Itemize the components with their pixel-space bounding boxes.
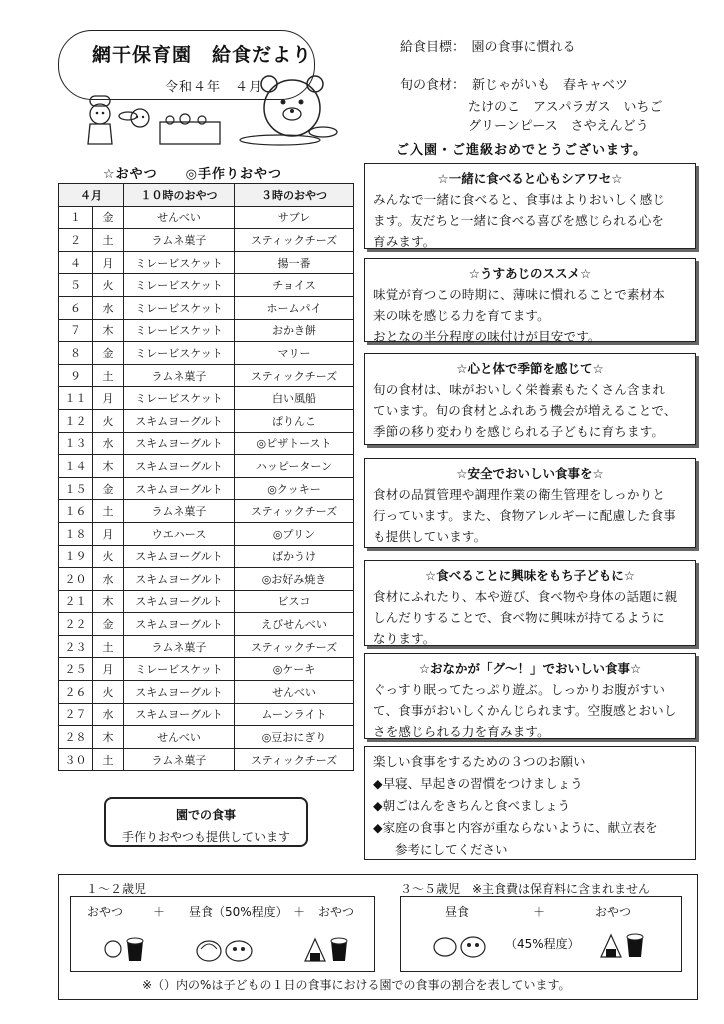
afternoon-snack-cell: ばかうけ xyxy=(235,545,354,568)
afternoon-snack-cell: スティックチーズ xyxy=(235,748,354,771)
afternoon-snack-cell: ホームパイ xyxy=(235,296,354,319)
seasonal-label: 旬の食材： xyxy=(400,78,466,93)
table-row xyxy=(59,296,354,319)
date-cell: ２１ xyxy=(59,590,93,613)
morning-snack-cell: スキムヨーグルト xyxy=(124,568,235,591)
table-row xyxy=(59,658,354,681)
date-cell: ２０ xyxy=(59,568,93,591)
congratulations-message: ご入園・ご進級おめでとうございます。 xyxy=(396,143,647,158)
plus-sign: ＋ xyxy=(533,905,546,919)
weekday-cell: 月 xyxy=(93,387,124,410)
weekday-cell: 月 xyxy=(93,251,124,274)
requests-title: 楽しい食事をするための３つのお願い xyxy=(373,754,586,769)
table-row xyxy=(59,206,354,229)
afternoon-snack-cell: チョイス xyxy=(235,274,354,297)
age-1-2-box xyxy=(70,896,375,972)
date-cell: １１ xyxy=(59,387,93,410)
morning-snack-cell: スキムヨーグルト xyxy=(124,545,235,568)
weekday-cell: 土 xyxy=(93,748,124,771)
date-cell: １３ xyxy=(59,432,93,455)
info-line: 育みます。 xyxy=(373,234,436,249)
plus-sign: ＋ xyxy=(153,905,166,919)
morning-snack-cell: ラムネ菓子 xyxy=(124,635,235,658)
weekday-cell: 水 xyxy=(93,703,124,726)
table-row xyxy=(59,635,354,658)
weekday-cell: 木 xyxy=(93,455,124,478)
date-cell: １ xyxy=(59,206,93,229)
request-item: ◆家庭の食事と内容が重ならないように、献立表を xyxy=(373,820,658,835)
morning-snack-cell: ラムネ菓子 xyxy=(124,364,235,387)
date-cell: １４ xyxy=(59,455,93,478)
afternoon-snack-cell: スティックチーズ xyxy=(235,635,354,658)
info-line: 旬の食材は、味がおいしく栄養素もたくさん含まれ xyxy=(373,382,666,397)
weekday-cell: 水 xyxy=(93,568,124,591)
date-cell: ２８ xyxy=(59,726,93,749)
morning-snack-cell: せんべい xyxy=(124,206,235,229)
info-box-eat-together xyxy=(364,163,696,249)
info-line: 行っています。また、食物アレルギーに配慮した食事 xyxy=(373,508,676,523)
date-cell: ２３ xyxy=(59,635,93,658)
table-row xyxy=(59,613,354,636)
weekday-cell: 土 xyxy=(93,500,124,523)
afternoon-snack-cell: マリー xyxy=(235,342,354,365)
table-row xyxy=(59,568,354,591)
morning-snack-cell: ミレービスケット xyxy=(124,658,235,681)
info-box-title: ☆心と体で季節を感じて☆ xyxy=(456,361,604,376)
afternoon-snack-cell: ビスコ xyxy=(235,590,354,613)
afternoon-snack-cell: 白い風船 xyxy=(235,387,354,410)
info-box-safety xyxy=(364,458,696,548)
morning-snack-cell: ミレービスケット xyxy=(124,296,235,319)
table-row xyxy=(59,681,354,704)
morning-snack-cell: ミレービスケット xyxy=(124,319,235,342)
date-cell: ７ xyxy=(59,319,93,342)
snack-label: おやつ xyxy=(595,905,632,919)
table-row xyxy=(59,590,354,613)
morning-snack-cell: スキムヨーグルト xyxy=(124,703,235,726)
afternoon-snack-cell: せんべい xyxy=(235,681,354,704)
afternoon-snack-cell: ◎ピザトースト xyxy=(235,432,354,455)
afternoon-snack-cell: おかき餅 xyxy=(235,319,354,342)
table-row xyxy=(59,748,354,771)
info-line: しんだりすることで、食べ物に興味が持てるように xyxy=(373,610,665,625)
date-cell: １９ xyxy=(59,545,93,568)
request-item: ◆早寝、早起きの習慣をつけましょう xyxy=(373,776,583,791)
afternoon-snack-cell: ムーンライト xyxy=(235,703,354,726)
weekday-cell: 月 xyxy=(93,658,124,681)
weekday-cell: 土 xyxy=(93,635,124,658)
plus-sign: ＋ xyxy=(293,905,306,919)
info-line: ます。友だちと一緒に食べる喜びを感じられる心を xyxy=(373,213,665,228)
weekday-cell: 火 xyxy=(93,681,124,704)
morning-snack-cell: スキムヨーグルト xyxy=(124,613,235,636)
table-row xyxy=(59,726,354,749)
afternoon-snack-cell: スティックチーズ xyxy=(235,500,354,523)
info-line: おとなの半分程度の味付けが目安です。 xyxy=(373,329,601,344)
morning-snack-cell: ラムネ菓子 xyxy=(124,500,235,523)
weekday-cell: 土 xyxy=(93,229,124,252)
snack-label: おやつ xyxy=(87,905,124,919)
morning-snack-cell: スキムヨーグルト xyxy=(124,590,235,613)
age-1-2-label: １～２歳児 xyxy=(86,882,147,896)
afternoon-snack-cell: ◎お好み焼き xyxy=(235,568,354,591)
ratio-note: ※（）内の%は子どもの１日の食事における園での食事の割合を表しています。 xyxy=(142,978,571,992)
nursery-meal-title: 園での食事 xyxy=(175,808,236,822)
morning-snack-cell: スキムヨーグルト xyxy=(124,409,235,432)
date-cell: ２６ xyxy=(59,681,93,704)
snack-table-header xyxy=(59,184,354,207)
snack-food-icon xyxy=(101,931,153,965)
date-cell: ４ xyxy=(59,251,93,274)
lunch-label: 昼食 xyxy=(445,905,470,919)
afternoon-snack-cell: ◎プリン xyxy=(235,522,354,545)
table-row xyxy=(59,477,354,500)
weekday-cell: 木 xyxy=(93,726,124,749)
weekday-cell: 水 xyxy=(93,432,124,455)
table-row xyxy=(59,364,354,387)
info-line: 季節の移り変わりを感じられる子どもに育ちます。 xyxy=(373,424,665,439)
seasonal-line-1: 新じゃがいも 春キャベツ xyxy=(472,78,629,93)
info-line: ぐっすり眠ってたっぷり遊ぶ。しっかりお腹がすい xyxy=(373,682,666,697)
info-line: みんなで一緒に食べると、食事はよりおいしく感じ xyxy=(373,192,666,207)
age-3-5-box xyxy=(400,896,682,972)
table-row xyxy=(59,455,354,478)
info-box-title: ☆安全でおいしい食事を☆ xyxy=(456,466,604,481)
rice-ball-icon xyxy=(597,927,649,961)
date-cell: １８ xyxy=(59,522,93,545)
afternoon-snack-cell: ぱりんこ xyxy=(235,409,354,432)
page-title: 網干保育園 給食だより xyxy=(92,44,313,66)
afternoon-snack-cell: ◎クッキー xyxy=(235,477,354,500)
rice-ball-icon xyxy=(301,931,353,965)
morning-snack-cell: ウエハース xyxy=(124,522,235,545)
morning-snack-cell: スキムヨーグルト xyxy=(124,455,235,478)
table-row xyxy=(59,522,354,545)
morning-snack-cell: せんべい xyxy=(124,726,235,749)
date-cell: ９ xyxy=(59,364,93,387)
seasonal-line-2: たけのこ アスパラガス いちご xyxy=(468,100,663,115)
info-box-seasons xyxy=(364,353,696,445)
date-cell: １５ xyxy=(59,477,93,500)
date-cell: ８ xyxy=(59,342,93,365)
afternoon-snack-cell: えびせんべい xyxy=(235,613,354,636)
date-cell: １６ xyxy=(59,500,93,523)
weekday-cell: 金 xyxy=(93,342,124,365)
info-line: 食材にふれたり、本や遊び、食べ物や身体の話題に親 xyxy=(373,589,678,604)
morning-snack-cell: ラムネ菓子 xyxy=(124,229,235,252)
date-cell: ２２ xyxy=(59,613,93,636)
morning-snack-cell: ミレービスケット xyxy=(124,342,235,365)
lunch-percentage: （45%程度） xyxy=(505,937,580,951)
afternoon-snack-cell: サブレ xyxy=(235,206,354,229)
info-line: さを感じられる力を育みます。 xyxy=(373,724,550,739)
weekday-cell: 火 xyxy=(93,545,124,568)
info-box-title: ☆食べることに興味をもち子どもに☆ xyxy=(425,568,635,583)
info-line: ています。旬の食材とふれあう機会が増えることで、 xyxy=(373,403,677,418)
weekday-cell: 金 xyxy=(93,206,124,229)
requests-box xyxy=(364,746,696,860)
table-row xyxy=(59,251,354,274)
morning-snack-cell: ミレービスケット xyxy=(124,274,235,297)
table-row xyxy=(59,545,354,568)
meal-goal: 給食目標： 園の食事に慣れる xyxy=(400,40,576,55)
bear-chef-illustration xyxy=(245,70,340,150)
date-cell: ２５ xyxy=(59,658,93,681)
page-subtitle: 令和４年 ４月 xyxy=(165,80,264,95)
table-row xyxy=(59,229,354,252)
afternoon-snack-cell: ハッピーターン xyxy=(235,455,354,478)
table-row xyxy=(59,432,354,455)
afternoon-snack-cell: 揚一番 xyxy=(235,251,354,274)
age-3-5-label: ３～５歳児 ※主食費は保育料に含まれません xyxy=(400,882,651,896)
date-cell: ２７ xyxy=(59,703,93,726)
info-box-title: ☆うすあじのススメ☆ xyxy=(468,266,592,281)
table-row xyxy=(59,387,354,410)
snack-heading: ☆おやつ ◎手作りおやつ xyxy=(103,167,282,182)
morning-snack-cell: ミレービスケット xyxy=(124,387,235,410)
info-line: なります。 xyxy=(373,631,436,646)
weekday-cell: 木 xyxy=(93,319,124,342)
request-item-cont: 参考にしてください xyxy=(395,842,508,857)
nursery-meal-text: 手作りおやつも提供しています xyxy=(121,830,290,844)
info-line: も提供しています。 xyxy=(373,529,487,544)
weekday-cell: 火 xyxy=(93,274,124,297)
weekday-cell: 木 xyxy=(93,590,124,613)
table-row xyxy=(59,703,354,726)
morning-snack-cell: ミレービスケット xyxy=(124,251,235,274)
date-cell: ３０ xyxy=(59,748,93,771)
morning-snack-cell: スキムヨーグルト xyxy=(124,477,235,500)
info-line: て、食事がおいしくかんじられます。空腹感とおいし xyxy=(373,703,677,718)
nursery-meal-box xyxy=(104,797,308,847)
info-line: 来の味を感じる力を育てます。 xyxy=(373,308,550,323)
info-line: 味覚が育つこの時期に、薄味に慣れることで素材本 xyxy=(373,287,666,302)
weekday-cell: 金 xyxy=(93,613,124,636)
afternoon-snack-cell: ◎豆おにぎり xyxy=(235,726,354,749)
table-row xyxy=(59,500,354,523)
header-3pm-snack: ３時のおやつ xyxy=(235,184,354,207)
info-box-title: ☆おなかが「グ～！」でおいしい食事☆ xyxy=(418,661,642,676)
table-row xyxy=(59,319,354,342)
request-item: ◆朝ごはんをきちんと食べましょう xyxy=(373,798,571,813)
weekday-cell: 火 xyxy=(93,409,124,432)
table-row xyxy=(59,274,354,297)
date-cell: １２ xyxy=(59,409,93,432)
weekday-cell: 水 xyxy=(93,296,124,319)
info-box-light-seasoning xyxy=(364,258,696,342)
lunch-food-icon xyxy=(431,927,491,961)
afternoon-snack-cell: スティックチーズ xyxy=(235,364,354,387)
info-box-title: ☆一緒に食べると心もシアワセ☆ xyxy=(437,171,623,186)
weekday-cell: 金 xyxy=(93,477,124,500)
info-box-interest xyxy=(364,560,696,646)
info-line: 食材の品質管理や調理作業の衛生管理をしっかりと xyxy=(373,487,666,502)
table-row xyxy=(59,342,354,365)
morning-snack-cell: ラムネ菓子 xyxy=(124,748,235,771)
afternoon-snack-cell: ◎ケーキ xyxy=(235,658,354,681)
weekday-cell: 土 xyxy=(93,364,124,387)
seasonal-line-3: グリーンピース さやえんどう xyxy=(468,119,649,134)
date-cell: ６ xyxy=(59,296,93,319)
date-cell: ５ xyxy=(59,274,93,297)
header-10am-snack: １０時のおやつ xyxy=(124,184,235,207)
snack-table xyxy=(58,183,354,771)
lunch-label: 昼食（50%程度） xyxy=(189,905,288,919)
weekday-cell: 月 xyxy=(93,522,124,545)
morning-snack-cell: スキムヨーグルト xyxy=(124,681,235,704)
header-month: ４月 xyxy=(59,184,124,207)
date-cell: ２ xyxy=(59,229,93,252)
snack-label: おやつ xyxy=(318,905,355,919)
info-box-hunger xyxy=(364,653,696,739)
table-row xyxy=(59,409,354,432)
lunch-food-icon xyxy=(193,931,265,965)
morning-snack-cell: スキムヨーグルト xyxy=(124,432,235,455)
afternoon-snack-cell: スティックチーズ xyxy=(235,229,354,252)
